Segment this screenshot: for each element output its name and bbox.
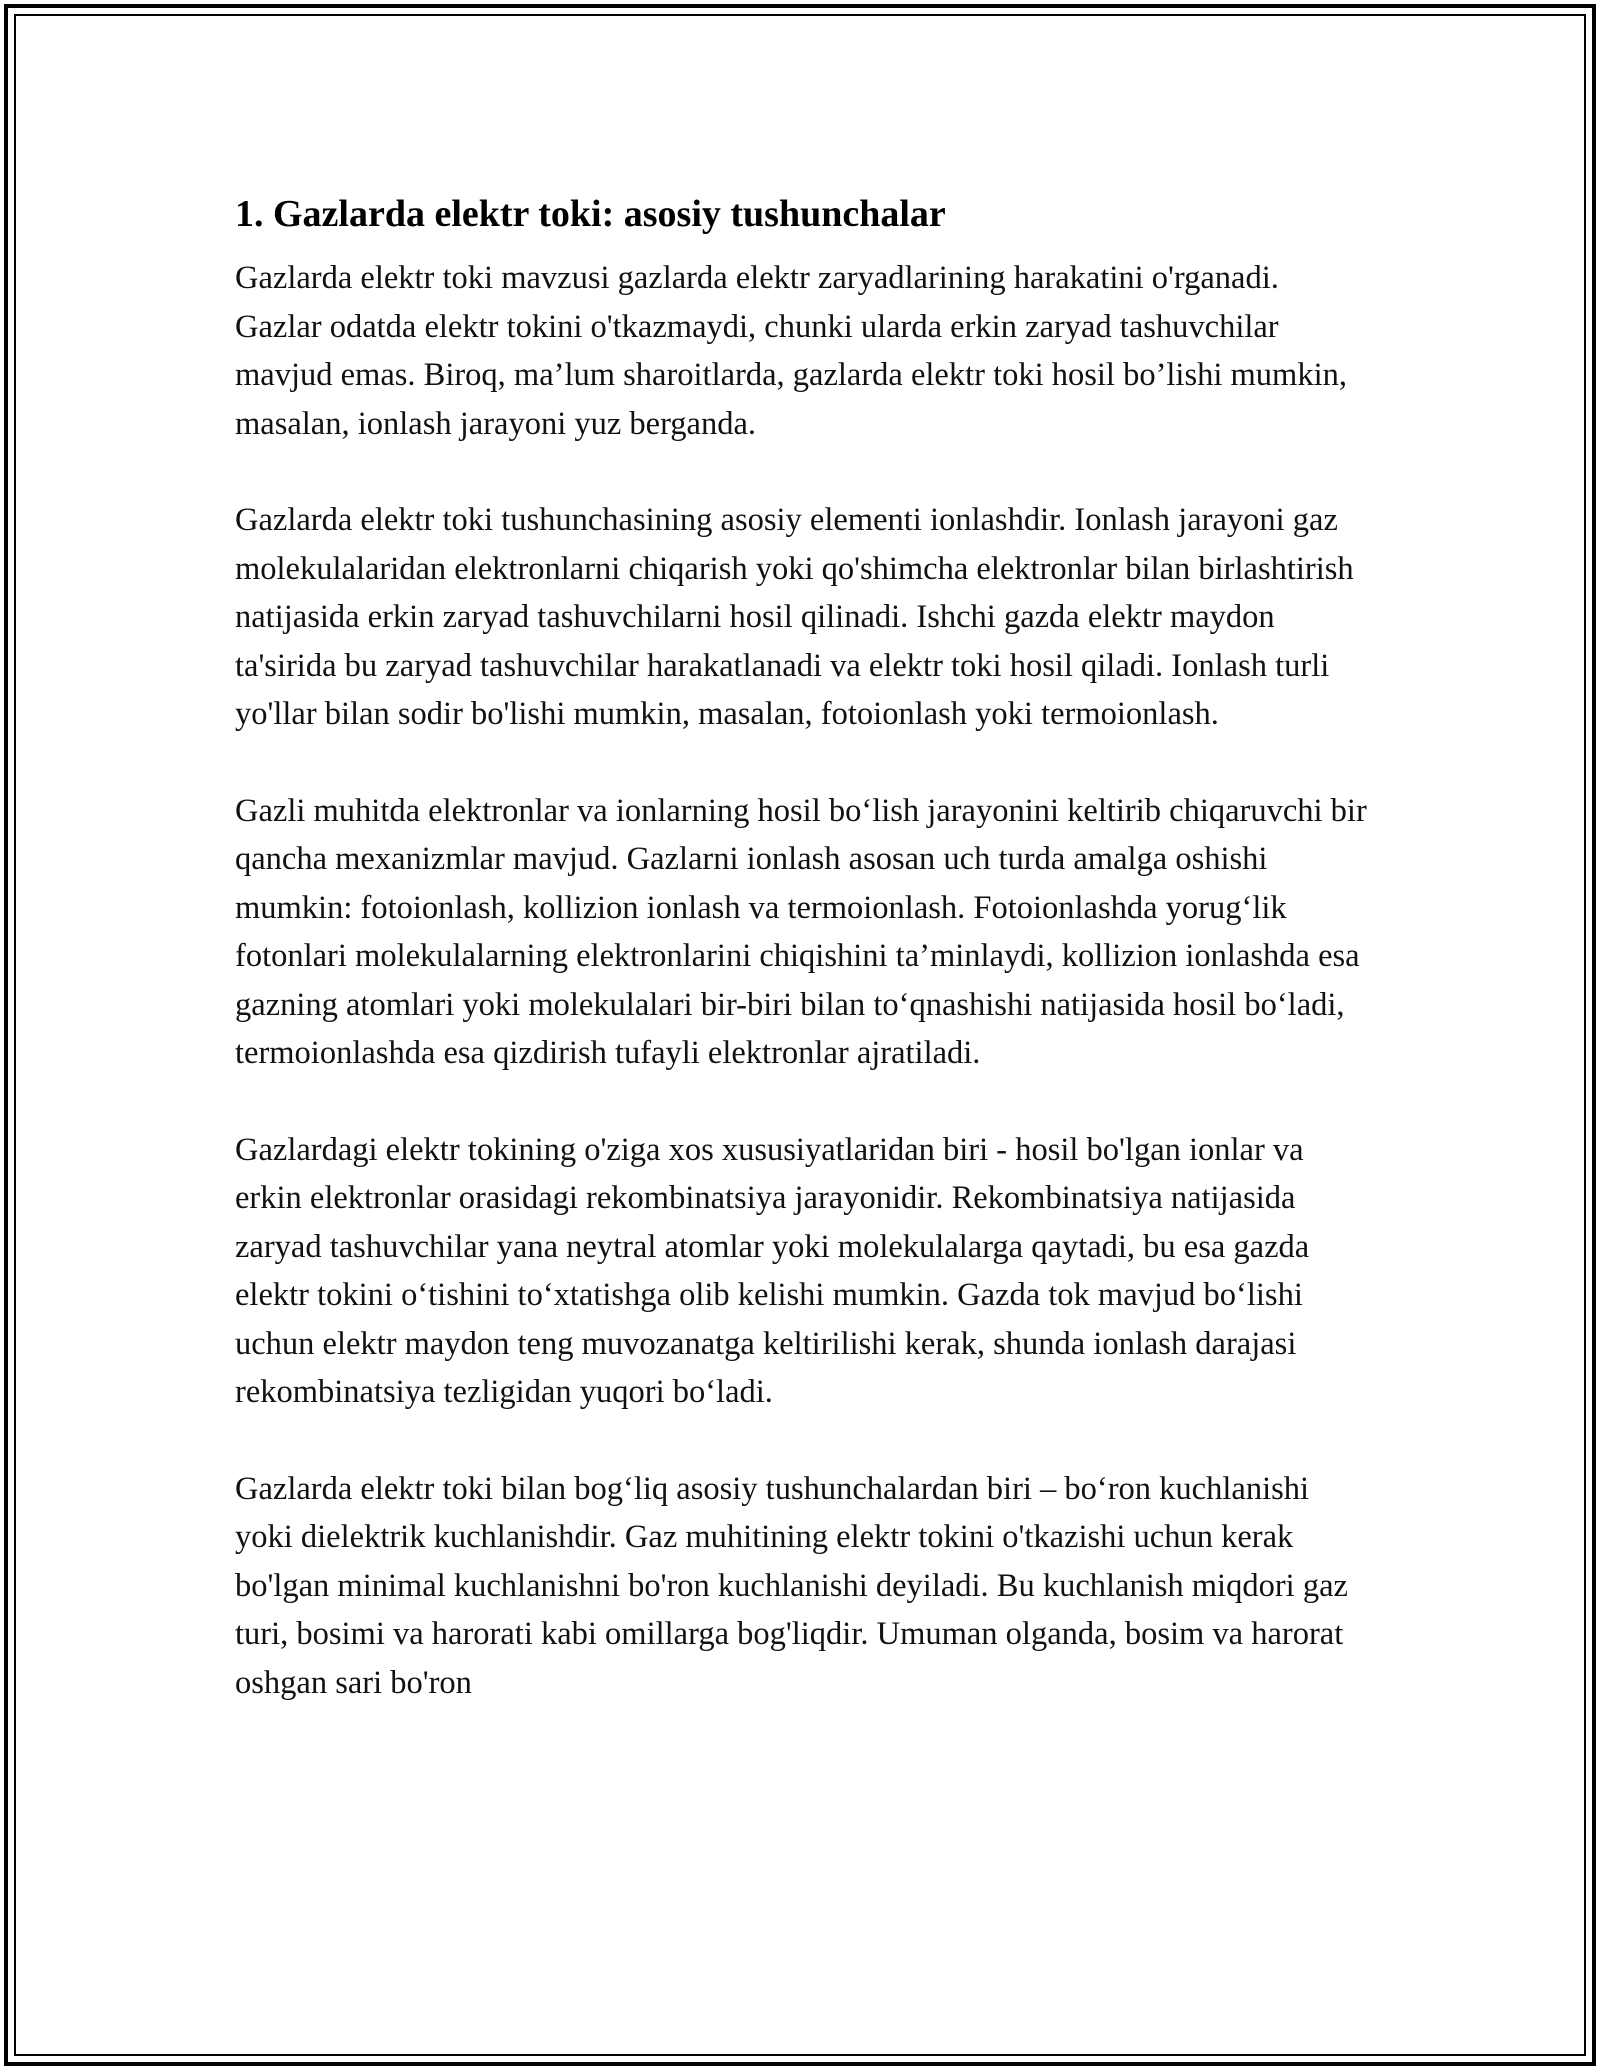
paragraph-2: Gazlarda elektr toki tushunchasining asosiy elementi ionlashdir. Ionlash jarayoni gaz molekulalaridan elektronlarni chiqarish yoki qo'shimcha elektronlar bilan birlashtirish natijasida erkin zaryad tashuvchilarni hosil qilinadi. Ishchi gazda elektr maydon ta'sirida bu zaryad tashuvchilar harakatlanadi va elektr toki hosil qiladi. Ionlash turli yo'llar bilan sodir bo'lishi mumkin, masalan, fotoionlash yoki termoionlash. xyxy=(235,502,1354,732)
paragraph-5: Gazlarda elektr toki bilan bog‘liq asosiy tushunchalardan biri – bo‘ron kuchlanishi yoki dielektrik kuchlanishdir. Gaz muhitining elektr tokini o'tkazishi uchun kerak bo'lgan minimal kuchlanishni bo'ron kuchlanishi deyiladi. Bu kuchlanish miqdori gaz turi, bosimi va harorati kabi omillarga bog'liqdir. Umuman olganda, bosim va harorat oshgan sari bo'ron xyxy=(235,1470,1348,1701)
paragraph-1: Gazlarda elektr toki mavzusi gazlarda elektr zaryadlarining harakatini o'rganadi. Gazlar odatda elektr tokini o'tkazmaydi, chunki ularda erkin zaryad tashuvchilar mavjud emas. Biroq, ma’lum sharoitlarda, gazlarda elektr toki hosil bo’lishi mumkin, masalan, ionlash jarayoni yuz berganda. xyxy=(235,260,1347,442)
section-heading: 1. Gazlarda elektr toki: asosiy tushunchalar xyxy=(235,193,946,235)
paragraph-4: Gazlardagi elektr tokining o'ziga xos xususiyatlaridan biri - hosil bo'lgan ionlar va erkin elektronlar orasidagi rekombinatsiya jarayonidir. Rekombinatsiya natijasida zaryad tashuvchilar yana neytral atomlar yoki molekulalarga qaytadi, bu esa gazda elektr tokini o‘tishini to‘xtatishga olib kelishi mumkin. Gazda tok mavjud bo‘lishi uchun elektr maydon teng muvozanatga keltirilishi kerak, shunda ionlash darajasi rekombinatsiya tezligidan yuqori bo‘ladi. xyxy=(235,1131,1310,1410)
document-content xyxy=(235,186,1370,1755)
paragraph-3: Gazli muhitda elektronlar va ionlarning hosil bo‘lish jarayonini keltirib chiqaruvchi bir qancha mexanizmlar mavjud. Gazlarni ionlash asosan uch turda amalga oshishi mumkin: fotoionlash, kollizion ionlash va termoionlash. Fotoionlashda yorug‘lik fotonlari molekulalarning elektronlarini chiqishini ta’minlaydi, kollizion ionlashda esa gazning atomlari yoki molekulalari bir-biri bilan to‘qnashishi natijasida hosil bo‘ladi, termoionlashda esa qizdirish tufayli elektronlar ajratiladi. xyxy=(235,792,1367,1071)
